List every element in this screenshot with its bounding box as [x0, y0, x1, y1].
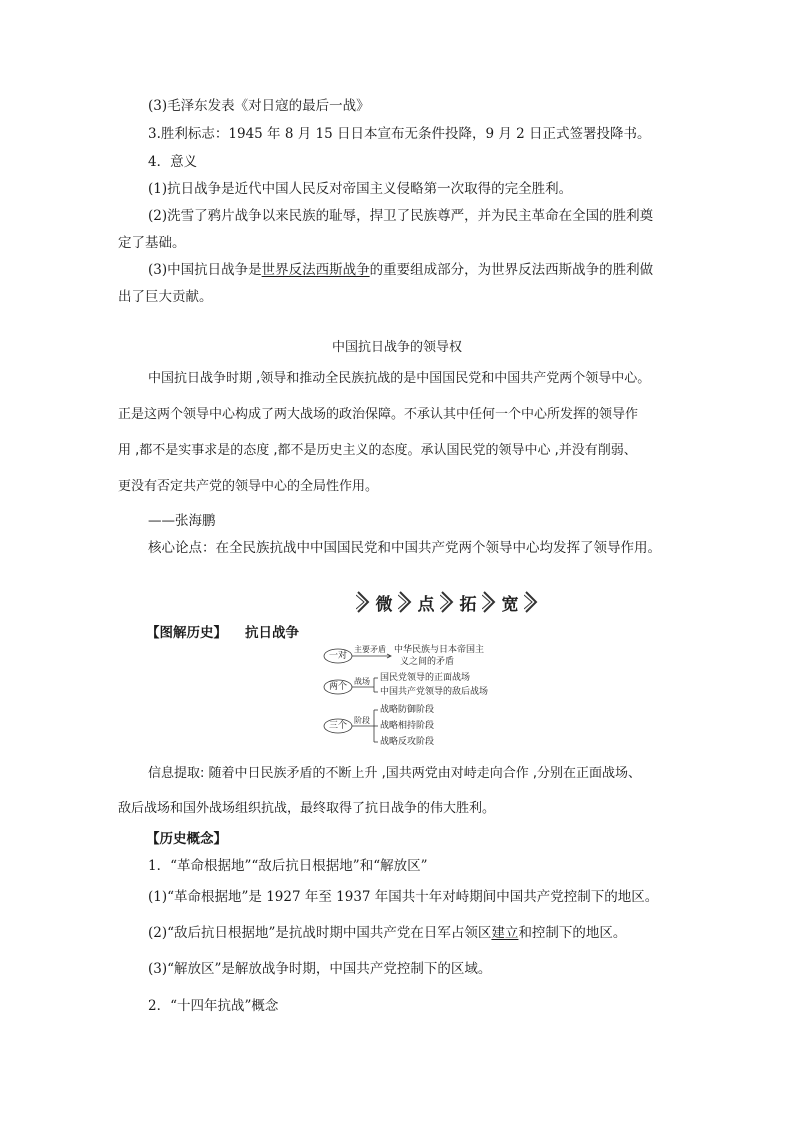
- banner-char-3: 拓: [459, 594, 477, 615]
- reading-author: ——张海鹏: [148, 513, 216, 529]
- banner-char-4: 宽: [501, 594, 519, 615]
- meaning-3-b: 的重要组成部分，为世界反法西斯战争的胜利做: [369, 262, 654, 278]
- meaning-3-a: (3)中国抗日战争是: [148, 262, 262, 278]
- edge-label-contradiction: 主要矛盾: [354, 645, 386, 654]
- meaning-3-line2: 出了巨大贡献。: [118, 289, 213, 305]
- reading-core-argument: 核心论点：在全民族抗战中中国国民党和中国共产党两个领导中心均发挥了领导作用。: [148, 540, 661, 556]
- banner-char-1: 微: [375, 594, 393, 615]
- meaning-3-underlined: 世界反法西斯战争: [261, 262, 370, 278]
- victory-line: [148, 125, 708, 143]
- chevron-right-icon: [352, 588, 374, 616]
- victory-text: 1945 年 8 月 15 日日本宣布无条件投降，9 月 2 日正式签署投降书。: [228, 126, 651, 142]
- concept-1-3: (3)“解放区”是解放战争时期，中国共产党控制下的区域。: [148, 961, 492, 977]
- history-diagram: [318, 644, 518, 754]
- banner-char-2: 点: [417, 594, 435, 615]
- reading-p1: 中国抗日战争时期 ,领导和推动全民族抗战的是中国国民党和中国共产党两个领导中心。: [148, 371, 651, 386]
- contradiction-line1: 中华民族与日本帝国主: [394, 645, 485, 655]
- meaning-2-line1: (2)洗雪了鸦片战争以来民族的耻辱，捍卫了民族尊严，并为民主革命在全国的胜利奠: [148, 208, 654, 224]
- chevron-right-icon: [478, 588, 500, 616]
- node-one: 一对: [328, 651, 347, 661]
- battlefield-b: 中国共产党领导的敌后战场: [380, 687, 489, 697]
- concepts-heading: 【历史概念】: [146, 831, 227, 847]
- info-line2: 敌后战场和国外战场组织抗战，最终取得了抗日战争的伟大胜利。: [118, 801, 496, 816]
- meaning-heading: 4．意义: [148, 154, 198, 170]
- reading-p4: 更没有否定共产党的领导中心的全局性作用。: [118, 479, 379, 494]
- chevron-right-icon: [436, 588, 458, 616]
- meaning-3-line1: [148, 261, 708, 279]
- meaning-1: (1)抗日战争是近代中国人民反对帝国主义侵略第一次取得的完全胜利。: [148, 181, 573, 197]
- stage-a: 战略防御阶段: [380, 705, 435, 715]
- stage-b: 战略相持阶段: [380, 721, 435, 731]
- edge-label-stage: 阶段: [354, 716, 370, 725]
- chevron-right-icon: [520, 588, 542, 616]
- node-three: 三个: [328, 721, 347, 731]
- concept-1-2-a: (2)“敌后抗日根据地”是抗战时期中国共产党在日军占领区: [148, 925, 492, 941]
- stage-c: 战略反攻阶段: [380, 737, 435, 747]
- diagram-heading: [146, 624, 706, 642]
- chevron-right-icon: [394, 588, 416, 616]
- diagram-heading-bracket: 【图解历史】: [146, 625, 227, 641]
- reading-p2: 正是这两个领导中心构成了两大战场的政治保障。不承认其中任何一个中心所发挥的领导作: [118, 407, 639, 422]
- diagram-heading-title: 抗日战争: [245, 625, 299, 641]
- concept-1-heading: 1．“革命根据地”“敌后抗日根据地”和“解放区”: [148, 858, 428, 874]
- concept-2-heading: 2．“十四年抗战”概念: [148, 998, 279, 1014]
- battlefield-a: 国民党领导的正面战场: [380, 673, 471, 683]
- reading-title: 中国抗日战争的领导权: [331, 340, 462, 355]
- reading-p3: 用 ,都不是实事求是的态度 ,都不是历史主义的态度。承认国民党的领导中心 ,并没有削弱、: [118, 443, 637, 458]
- info-line1: 信息提取: 随着中日民族矛盾的不断上升 ,国共两党由对峙走向合作 ,分别在正面战场、: [148, 766, 642, 781]
- item-3-text: (3)毛泽东发表《对日寇的最后一战》: [148, 98, 370, 114]
- concept-1-1: (1)“革命根据地”是 1927 年至 1937 年国共十年对峙期间中国共产党控制下的地区。: [148, 889, 659, 905]
- node-two: 两个: [328, 682, 347, 692]
- concept-1-2-underlined: 建立: [491, 925, 519, 941]
- contradiction-line2: 义之间的矛盾: [400, 657, 455, 667]
- victory-prefix: 3.胜利标志：: [148, 126, 229, 142]
- concept-1-2: [148, 924, 708, 942]
- concept-1-2-b: 和控制下的地区。: [518, 925, 627, 941]
- section-banner: [352, 588, 542, 616]
- edge-label-battlefield: 战场: [354, 677, 370, 686]
- meaning-2-line2: 定了基础。: [118, 235, 186, 251]
